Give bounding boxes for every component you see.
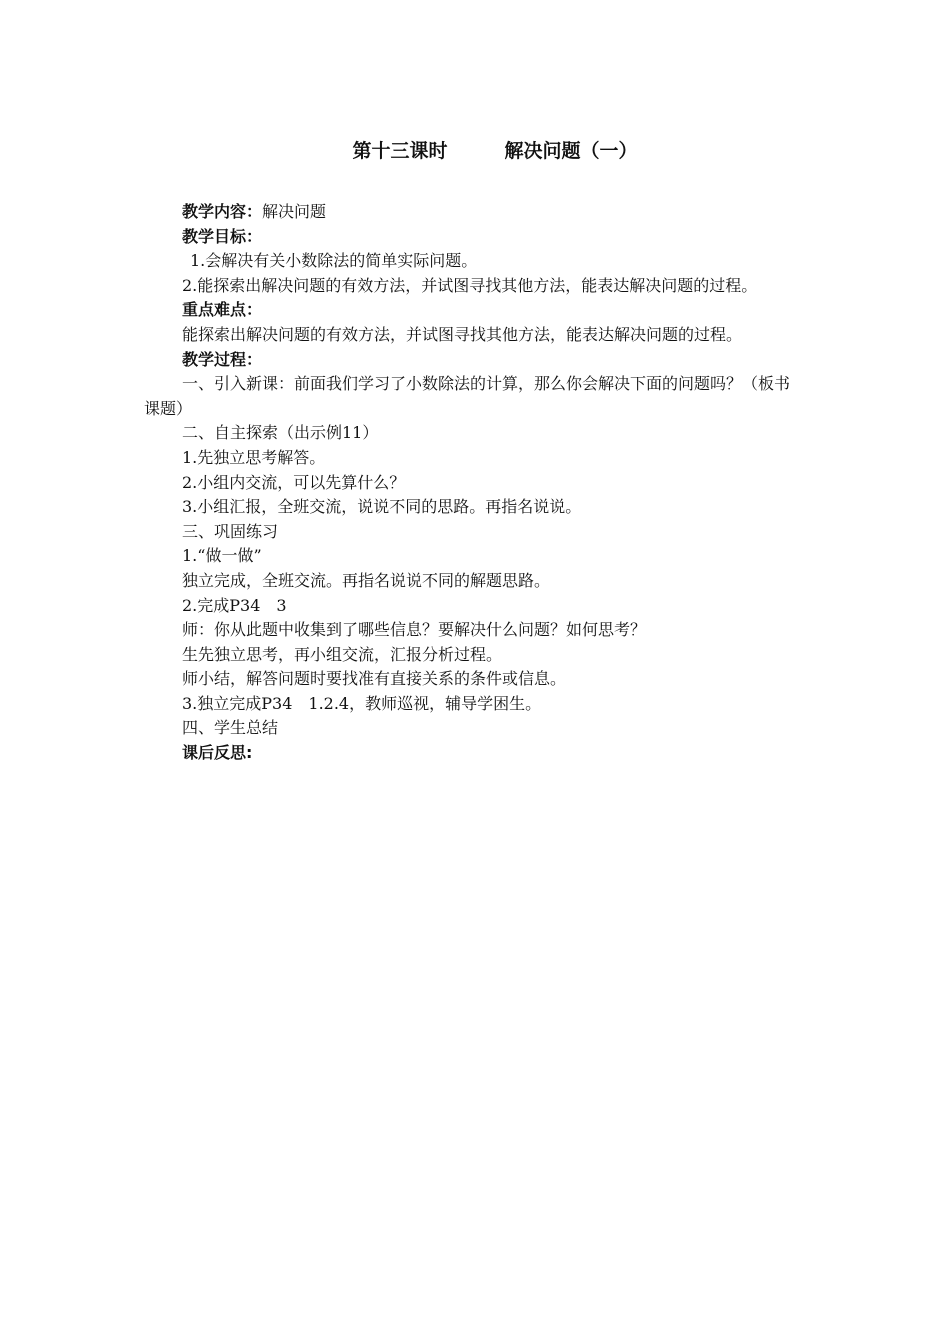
process-step-2-item-3: 3.小组汇报，全班交流，说说不同的思路。再指名说说。: [182, 497, 582, 517]
goal-item-1: 1.会解决有关小数除法的简单实际问题。: [190, 251, 478, 271]
process-step-3-item-2: 2.完成P34 3: [182, 595, 287, 615]
process-step-3-item-3: 3.独立完成P34 1.2.4，教师巡视，辅导学困生。: [182, 693, 542, 713]
process-step-3: 三、巩固练习: [182, 521, 279, 541]
teaching-content-line: [144, 200, 799, 225]
process-step-3-item-1: 1.“做一做”: [182, 546, 262, 566]
reflection-heading: 课后反思:: [182, 743, 253, 763]
lesson-body: [144, 200, 799, 766]
page-title: 第十三课时 解决问题（一）: [352, 140, 638, 162]
process-step-2: 二、自主探索（出示例11）: [182, 423, 379, 443]
process-step-4: 四、学生总结: [182, 718, 279, 738]
process-step-3-item-2-answer: 生先独立思考，再小组交流，汇报分析过程。: [182, 644, 503, 664]
process-step-2-item-1: 1.先独立思考解答。: [182, 447, 326, 467]
process-step-3-item-2-question: 师：你从此题中收集到了哪些信息？要解决什么问题？如何思考？: [182, 620, 647, 640]
process-step-2-item-2: 2.小组内交流，可以先算什么？: [182, 472, 406, 492]
teaching-content-value: 解决问题: [262, 202, 327, 221]
key-points-text: 能探索出解决问题的有效方法，并试图寻找其他方法，能表达解决问题的过程。: [182, 324, 743, 344]
teaching-process-heading: 教学过程：: [182, 349, 263, 369]
key-points-heading: 重点难点：: [182, 300, 263, 320]
goal-item-2: 2.能探索出解决问题的有效方法，并试图寻找其他方法，能表达解决问题的过程。: [182, 275, 758, 295]
teaching-content-label: 教学内容：: [182, 202, 263, 221]
teaching-goals-heading: 教学目标：: [182, 226, 263, 246]
process-step-3-item-2-summary: 师小结，解答问题时要找准有直接关系的条件或信息。: [182, 669, 567, 689]
process-step-3-item-1-text: 独立完成，全班交流。再指名说说不同的解题思路。: [182, 570, 551, 590]
process-step-1: 一、引入新课：前面我们学习了小数除法的计算，那么你会解决下面的问题吗？（板书课题）: [144, 374, 791, 418]
